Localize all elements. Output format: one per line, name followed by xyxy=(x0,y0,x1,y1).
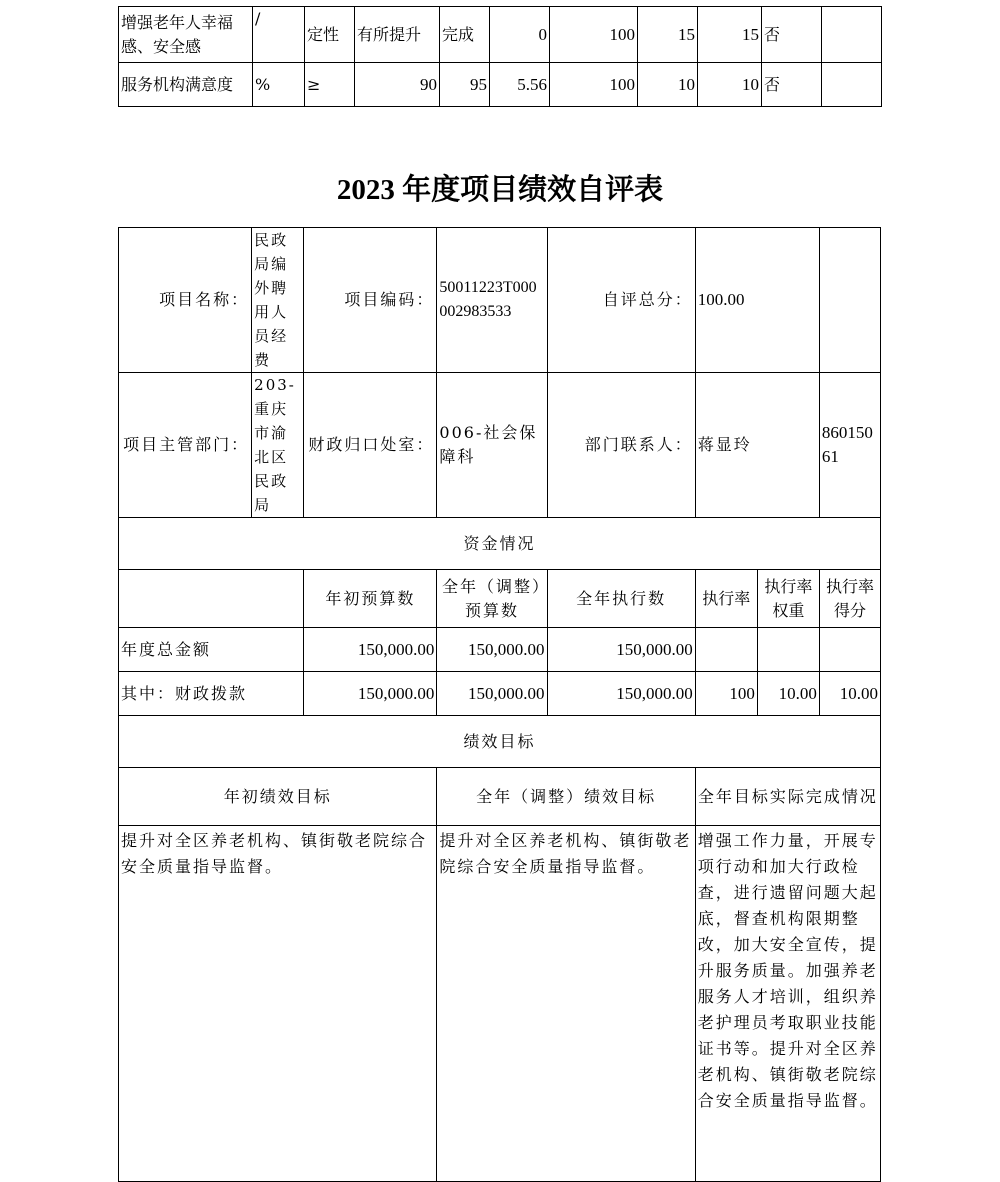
indicator-actual: 95 xyxy=(440,63,490,107)
indicator-rate: 100 xyxy=(550,7,638,63)
funds-header: 全年执行数 xyxy=(547,570,695,628)
indicator-weight: 10 xyxy=(638,63,698,107)
indicator-weight: 15 xyxy=(638,7,698,63)
department-row xyxy=(119,373,881,518)
actual-completion-text: 增强工作力量，开展专项行动和加大行政检查，进行遗留问题大起底，督查机构限期整改，加大安全宣传，提升服务质量。加强养老服务人才培训，组织养老护理员考取职业技能证书等。提升对全区养老机构、镇街敬老院综合安全质量指导监督。 xyxy=(695,826,880,1182)
funds-row-label: 年度总金额 xyxy=(119,628,304,672)
table-row xyxy=(119,7,882,63)
funds-header: 执行率 xyxy=(695,570,757,628)
indicator-actual: 完成 xyxy=(440,7,490,63)
indicator-score: 15 xyxy=(698,7,762,63)
indicator-score: 10 xyxy=(698,63,762,107)
phone-value: 86015061 xyxy=(819,373,880,518)
funds-value: 150,000.00 xyxy=(304,628,437,672)
funds-value: 150,000.00 xyxy=(547,628,695,672)
finance-value: 006-社会保障科 xyxy=(437,373,547,518)
contact-label: 部门联系人： xyxy=(547,373,695,518)
funds-section-row xyxy=(119,518,881,570)
indicator-unit: / xyxy=(253,7,305,63)
funds-value: 10.00 xyxy=(819,672,880,716)
funds-value: 150,000.00 xyxy=(547,672,695,716)
funds-row-label: 其中：财政拨款 xyxy=(119,672,304,716)
dept-value: 203-重庆市渝北区民政局 xyxy=(252,373,304,518)
table-row xyxy=(119,63,882,107)
indicator-target: 有所提升 xyxy=(355,7,440,63)
funds-value xyxy=(757,628,819,672)
goals-header: 全年（调整）绩效目标 xyxy=(437,768,695,826)
indicator-note xyxy=(822,7,882,63)
funds-value: 150,000.00 xyxy=(304,672,437,716)
indicator-operator: ≥ xyxy=(305,63,355,107)
project-code-label: 项目编码： xyxy=(304,228,437,373)
funds-header: 执行率得分 xyxy=(819,570,880,628)
empty-cell xyxy=(119,570,304,628)
goals-section-title: 绩效目标 xyxy=(119,716,881,768)
table-row xyxy=(119,628,881,672)
funds-header: 执行率权重 xyxy=(757,570,819,628)
goals-header-row xyxy=(119,768,881,826)
initial-goal-text: 提升对全区养老机构、镇街敬老院综合安全质量指导监督。 xyxy=(119,826,437,1182)
project-name-value: 民政局编外聘用人员经费 xyxy=(252,228,304,373)
goals-header: 年初绩效目标 xyxy=(119,768,437,826)
dept-label: 项目主管部门： xyxy=(119,373,252,518)
score-label: 自评总分： xyxy=(547,228,695,373)
indicator-name: 增强老年人幸福感、安全感 xyxy=(119,7,253,63)
goals-section-row xyxy=(119,716,881,768)
evaluation-table xyxy=(118,227,881,1182)
funds-header-row xyxy=(119,570,881,628)
indicator-rate: 100 xyxy=(550,63,638,107)
indicator-target: 90 xyxy=(355,63,440,107)
empty-cell xyxy=(819,228,880,373)
funds-header: 全年（调整）预算数 xyxy=(437,570,547,628)
funds-value: 10.00 xyxy=(757,672,819,716)
indicator-operator: 定性 xyxy=(305,7,355,63)
indicator-table xyxy=(118,6,882,107)
finance-label: 财政归口处室： xyxy=(304,373,437,518)
project-row xyxy=(119,228,881,373)
funds-value: 150,000.00 xyxy=(437,628,547,672)
indicator-flag: 否 xyxy=(762,63,822,107)
funds-value xyxy=(819,628,880,672)
indicator-note xyxy=(822,63,882,107)
adjusted-goal-text: 提升对全区养老机构、镇街敬老院综合安全质量指导监督。 xyxy=(437,826,695,1182)
funds-header: 年初预算数 xyxy=(304,570,437,628)
goals-header: 全年目标实际完成情况 xyxy=(695,768,880,826)
contact-value: 蒋显玲 xyxy=(695,373,819,518)
goals-row xyxy=(119,826,881,1182)
funds-value xyxy=(695,628,757,672)
page-title: 2023 年度项目绩效自评表 xyxy=(336,174,664,206)
table-row xyxy=(119,672,881,716)
funds-value: 150,000.00 xyxy=(437,672,547,716)
funds-value: 100 xyxy=(695,672,757,716)
score-value: 100.00 xyxy=(695,228,819,373)
indicator-deviation: 0 xyxy=(490,7,550,63)
indicator-deviation: 5.56 xyxy=(490,63,550,107)
indicator-unit: % xyxy=(253,63,305,107)
indicator-flag: 否 xyxy=(762,7,822,63)
indicator-name: 服务机构满意度 xyxy=(119,63,253,107)
project-code-value: 50011223T000002983533 xyxy=(437,228,547,373)
funds-section-title: 资金情况 xyxy=(119,518,881,570)
project-name-label: 项目名称： xyxy=(119,228,252,373)
